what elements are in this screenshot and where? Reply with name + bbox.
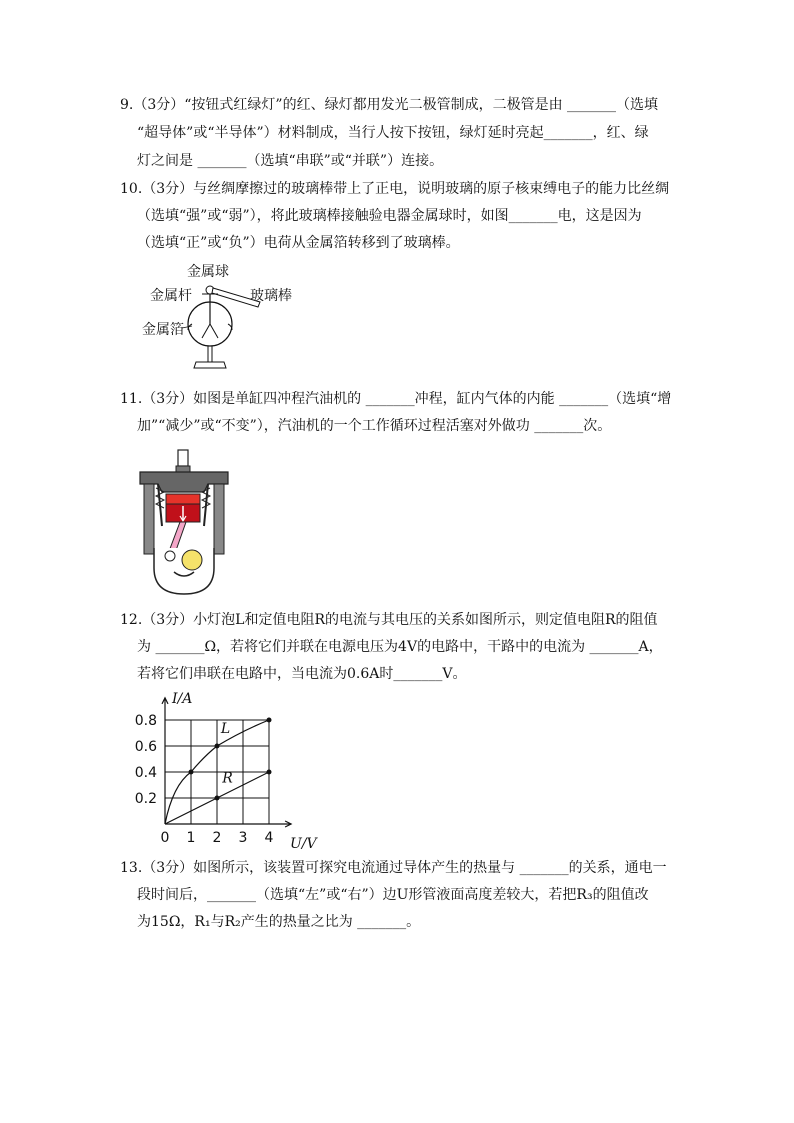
engine-figure bbox=[138, 448, 230, 598]
label-metal-foil: 金属箔 bbox=[142, 322, 184, 338]
x-tick-label-2: 2 bbox=[212, 830, 222, 846]
q10-line-3: （选填“正”或“负”）电荷从金属箔转移到了玻璃棒。 bbox=[137, 235, 460, 251]
spark-plug bbox=[178, 450, 188, 466]
x-tick-label-0: 0 bbox=[160, 830, 170, 846]
q10-line-1: 10.（3分）与丝绸摩擦过的玻璃棒带上了正电，说明玻璃的原子核束缚电子的能力比丝绸 bbox=[120, 181, 670, 197]
x-tick-label-4: 4 bbox=[264, 830, 274, 846]
point-L-1 bbox=[189, 770, 194, 775]
cylinder-wall-right bbox=[214, 484, 224, 554]
chart-axes bbox=[162, 698, 291, 827]
q12-line-3: 若将它们串联在电路中，当电流为0.6A时_______V。 bbox=[137, 666, 467, 682]
x-tick-label-1: 1 bbox=[186, 830, 196, 846]
series-label-R: R bbox=[222, 770, 233, 787]
stand-base bbox=[194, 362, 226, 368]
cylinder-wall-left bbox=[144, 484, 154, 554]
chart-grid bbox=[165, 720, 269, 824]
q9-line-3: 灯之间是 _______（选填“串联”或“并联”）连接。 bbox=[137, 153, 444, 169]
label-glass-rod: 玻璃棒 bbox=[250, 288, 292, 304]
y-tick-label-0.4: 0.4 bbox=[134, 765, 157, 781]
y-tick-label-0.8: 0.8 bbox=[134, 713, 157, 729]
series-label-L: L bbox=[220, 721, 231, 737]
q11-line-1: 11.（3分）如图是单缸四冲程汽油机的 _______冲程，缸内气体的内能 _______（选填“增 bbox=[120, 391, 672, 407]
label-metal-rod: 金属杆 bbox=[150, 288, 192, 304]
y-tick-label-0.6: 0.6 bbox=[134, 739, 157, 755]
q13-line-3: 为15Ω，R₁与R₂产生的热量之比为 _______。 bbox=[137, 914, 421, 930]
spark-plug-base bbox=[176, 466, 190, 472]
combustion-gas bbox=[166, 494, 200, 504]
metal-foil-left bbox=[202, 324, 210, 338]
label-metal-ball: 金属球 bbox=[187, 264, 229, 280]
q10-line-2: （选填“强”或“弱”），将此玻璃棒接触验电器金属球时，如图_______电，这是因为 bbox=[137, 208, 642, 224]
metal-foil-right bbox=[210, 324, 218, 338]
chart-series bbox=[165, 718, 272, 825]
crankshaft bbox=[182, 550, 202, 570]
point-L-2 bbox=[215, 744, 220, 749]
point-R-4 bbox=[267, 770, 272, 775]
q9-line-1: 9.（3分）“按钮式红绿灯”的红、绿灯都用发光二极管制成，二极管是由 _______（选填 bbox=[120, 97, 659, 113]
y-tick-label-0.2: 0.2 bbox=[134, 791, 157, 807]
q13-line-1: 13.（3分）如图所示，该装置可探究电流通过导体产生的热量与 _______的关系，通电一 bbox=[120, 860, 667, 876]
current-voltage-chart bbox=[130, 688, 330, 853]
point-L-4 bbox=[267, 718, 272, 723]
q13-line-2: 段时间后，_______（选填“左”或“右”）边U形管液面高度差较大，若把R₃的阻值改 bbox=[137, 887, 649, 903]
point-R-2 bbox=[215, 796, 220, 801]
crank-pin bbox=[165, 551, 175, 561]
y-axis-label: I/A bbox=[172, 691, 193, 707]
x-tick-label-3: 3 bbox=[238, 830, 248, 846]
x-axis-label: U/V bbox=[290, 836, 317, 852]
electroscope-figure bbox=[138, 258, 308, 380]
q12-line-1: 12.（3分）小灯泡L和定值电阻R的电流与其电压的关系如图所示，则定值电阻R的阻值 bbox=[120, 612, 658, 628]
q11-line-2: 加”“减少”或“不变”），汽油机的一个工作循环过程活塞对外做功 _______次。 bbox=[137, 418, 612, 434]
q9-line-2: “超导体”或“半导体”）材料制成，当行人按下按钮，绿灯延时亮起_______，红、绿 bbox=[137, 125, 649, 141]
q12-line-2: 为 _______Ω，若将它们并联在电源电压为4V的电路中，干路中的电流为 _______A， bbox=[137, 639, 663, 655]
